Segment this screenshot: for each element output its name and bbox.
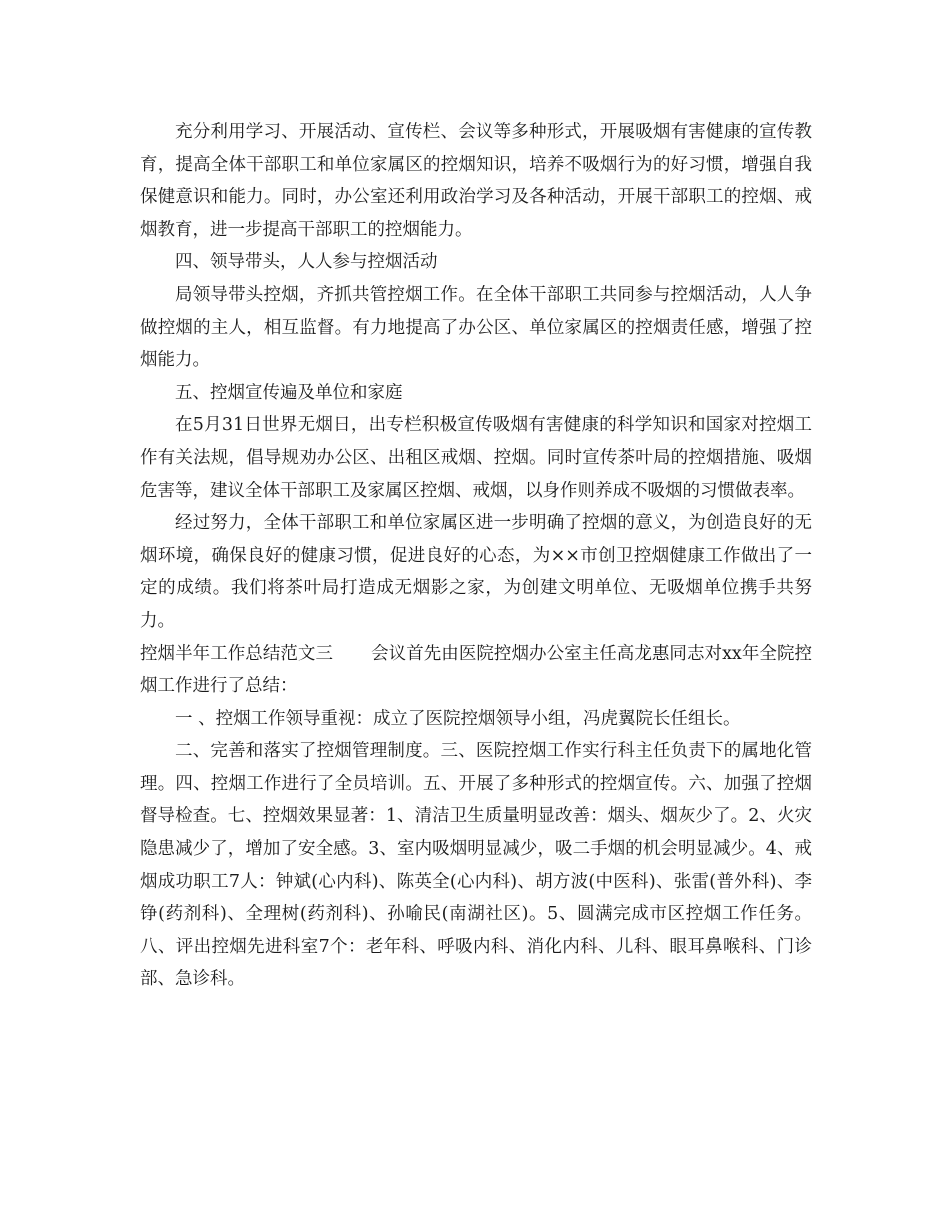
heading-publicity-reach: 五、控烟宣传遍及单位和家庭 bbox=[175, 382, 403, 403]
section-title-line bbox=[140, 638, 812, 703]
paragraph-leadership: 局领导带头控烟，齐抓共管控烟工作。在全体干部职工共同参与控烟活动，人人争做控烟的主人，相互监督。有力地提高了办公区、单位家属区的控烟责任感，增强了控烟能力。 bbox=[140, 284, 812, 371]
section-intro: 会议首先由医院控烟办公室主任高龙惠同志对xx年全院控烟工作进行了总结： bbox=[140, 643, 812, 697]
paragraph-measures-list: 二、完善和落实了控烟管理制度。三、医院控烟工作实行科主任负责下的属地化管理。四、控烟工作进行了全员培训。五、开展了多种形式的控烟宣传。六、加强了控烟督导检查。七、控烟效果显著：1、清洁卫生质量明显改善：烟头、烟灰少了。2、火灾隐患减少了，增加了安全感。3、室内吸烟明显减少，吸二手烟的机会明显减少。4、戒烟成功职工7人：钟斌(心内科)、陈英全(心内科)、胡方波(中医科)、张雷(普外科)、李铮(药剂科)、全理树(药剂科)、孙喻民(南湖社区)。5、圆满完成市区控烟工作任务。八、评出控烟先进科室7个：老年科、呼吸内科、消化内科、儿科、眼耳鼻喉科、门诊部、急诊科。 bbox=[140, 741, 812, 990]
paragraph-leadership-attention: 一 、控烟工作领导重视：成立了医院控烟领导小组，冯虎翼院长任组长。 bbox=[175, 708, 741, 729]
section-title: 控烟半年工作总结范文三 bbox=[140, 643, 334, 664]
paragraph-no-tobacco-day: 在5月31日世界无烟日，出专栏积极宣传吸烟有害健康的科学知识和国家对控烟工作有关法规，倡导规劝办公区、出租区戒烟、控烟。同时宣传茶叶局的控烟措施、吸烟危害等，建议全体干部职工及家属区控烟、戒烟，以身作则养成不吸烟的习惯做表率。 bbox=[140, 415, 812, 501]
heading-leadership: 四、领导带头，人人参与控烟活动 bbox=[175, 252, 438, 273]
paragraph-publicity-education: 充分利用学习、开展活动、宣传栏、会议等多种形式，开展吸烟有害健康的宣传教育，提高全体干部职工和单位家属区的控烟知识，培养不吸烟行为的好习惯，增强自我保健意识和能力。同时，办公室还利用政治学习及各种活动，开展干部职工的控烟、戒烟教育，进一步提高干部职工的控烟能力。 bbox=[140, 122, 812, 240]
paragraph-results: 经过努力，全体干部职工和单位家属区进一步明确了控烟的意义，为创造良好的无烟环境，确保良好的健康习惯，促进良好的心态，为××市创卫控烟健康工作做出了一定的成绩。我们将茶叶局打造成无烟影之家，为创建文明单位、无吸烟单位携手共努力。 bbox=[140, 513, 812, 631]
document-page bbox=[140, 116, 812, 996]
